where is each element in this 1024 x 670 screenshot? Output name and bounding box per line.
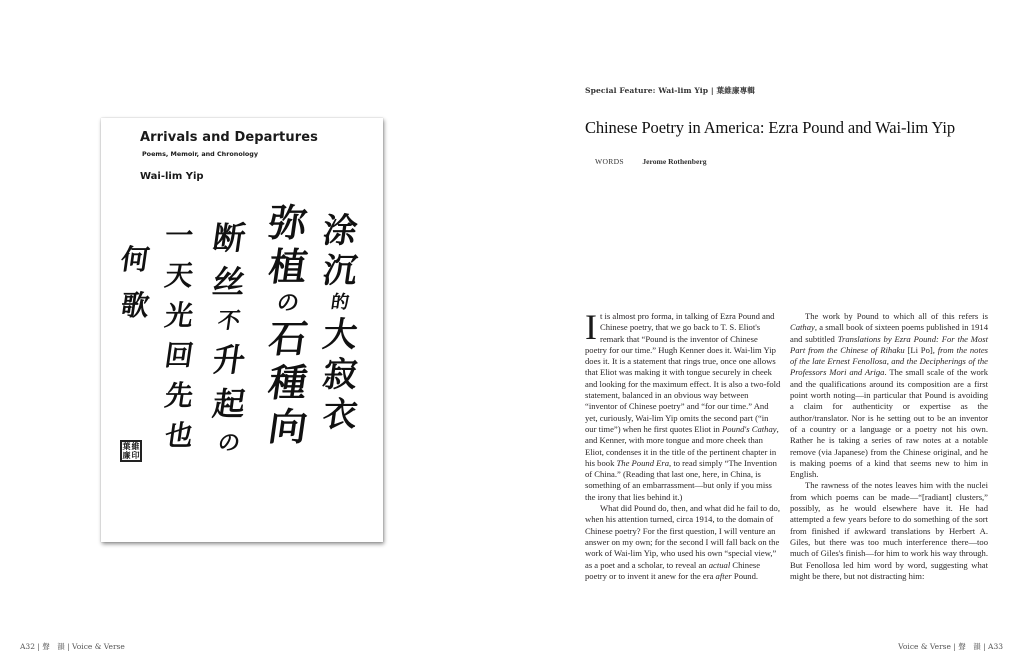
calligraphy-char: 回 [162, 339, 196, 372]
article-title: Chinese Poetry in America: Ezra Pound and Wai-lim Yip [585, 118, 956, 137]
text-run: [Li Po], [904, 344, 938, 355]
calligraphy-char: 何 [118, 243, 152, 276]
italic-emphasis: actual [708, 559, 731, 570]
calligraphy-char: 歌 [118, 289, 152, 322]
calligraphy-char: 一 [162, 219, 196, 252]
calligraphy-char: 沉 [320, 251, 360, 291]
text-run: Chinese poetry or to invent it anew for the era [585, 559, 761, 581]
book-cover-image [101, 118, 383, 542]
text-run: The rawness of the notes leaves him with the nuclei from which poems can be made—“[radiant] clusters,” possibly, as he would elsewhere have it. He had attempted a few years before to do something of the sort from finished if awkward translations by Herbert A. Giles, but there was too much interference there—too much of Giles's finish—for him to work his way through. But Fenollosa led him word by word, suggesting what might be there, but not distracting him: [790, 480, 988, 581]
calligraphy-char: 的 [329, 292, 351, 313]
calligraphy-char: 先 [162, 379, 196, 412]
article-column-2 [790, 311, 988, 582]
text-run: , and Kenner, with more tongue and more cheek than Eliot, condenses it in the title of the pertinent chapter in his book [585, 423, 779, 468]
text-run: , to read simply “The Invention of China.” (Reading that last one, here, in China, is something of an embarrassment—but only if you miss the irony that lies behind it.) [585, 457, 777, 502]
calligraphy-artwork [101, 118, 383, 542]
seal-char: 葉 [122, 441, 131, 451]
drop-cap: I [585, 307, 597, 347]
italic-title: The Pound Era [616, 457, 670, 468]
calligraphy-char: 涂 [320, 211, 360, 251]
text-run: t is almost pro forma, in talking of Ezra Pound and Chinese poetry, that we go back to T. S. Eliot's remark that “Pound is the inventor of Chinese poetry for our time.” Hugh Kenner does it. Wai-lim Yip does it. It is a statement that rings true, once one allows that Eliot was making it with tongue securely in cheek and looking for the maximum effect. It is also a two-fold statement, balanced in an obvious way between “inventor of Chinese poetry” and “for our time.” And yet, curiously, Wai-lim Yip omits the second part (“in our time”) when he first quotes Eliot in [585, 311, 781, 434]
calligraphy-char: 衣 [320, 395, 360, 435]
calligraphy-char: 丝 [210, 263, 248, 301]
calligraphy-char: 種 [265, 360, 311, 405]
paragraph [585, 307, 781, 503]
page-footer-right: Voice & Verse | 聲 韻 | A33 [898, 642, 1003, 651]
seal-char: 廉 [122, 450, 131, 460]
italic-title: Translations by Ezra Pound: For the Most Part from the Chinese of Rihaku [790, 333, 988, 355]
calligraphy-column [118, 243, 152, 322]
paragraph [585, 503, 781, 582]
page-footer-left: A32 | 聲 韻 | Voice & Verse [20, 642, 125, 651]
byline [595, 157, 707, 166]
text-run: The work by Pound to which all of this refers is [805, 311, 988, 321]
calligraphy-column [320, 211, 360, 435]
seal-char: 維 [131, 441, 140, 451]
calligraphy-char: 断 [210, 219, 248, 257]
calligraphy-column [210, 219, 248, 456]
italic-title: Pound's Cathay [722, 423, 777, 434]
calligraphy-column [265, 200, 311, 449]
article-column-1 [585, 307, 781, 582]
paragraph [790, 480, 988, 582]
calligraphy-char: 光 [162, 299, 196, 332]
calligraphy-char: 升 [210, 341, 248, 379]
cover-author: Wai-lim Yip [140, 171, 204, 182]
cover-subtitle: Poems, Memoir, and Chronology [142, 150, 259, 158]
calligraphy-char: 大 [320, 315, 360, 355]
text-run: . The small scale of the work and the qualifications around its composition are a first point worth noting—in particular that Pound is avoiding a claim for authenticity or expertise as the author/translator. Nor is he setting out to be an inventor of a country or a language or a poetry not his own. Rather he is taking a series of raw notes at a notable remove (via Japanese) from the Chinese original, and he is making poems of a kind that seems new to him in English. [790, 367, 988, 480]
section-label: Special Feature: Wai-lim Yip | 葉維廉專輯 [585, 86, 755, 95]
text-run: Pound. [731, 570, 759, 581]
calligraphy-char: 向 [265, 404, 311, 449]
text-run: What did Pound do, then, and what did he fail to do, when his attention turned, circa 1914, to the domain of Chinese poetry? For the first question, I will venture an answer on my own; for the second I will fall back on the work of Wai-lim Yip, who used his own “special view,” as a poet and a scholar, to reveal an [585, 503, 780, 570]
calligraphy-char: の [216, 430, 242, 456]
seal-char: 印 [131, 450, 140, 460]
italic-emphasis: after [715, 570, 732, 581]
text-run: , a small book of sixteen poems published in 1914 and subtitled [790, 322, 988, 344]
calligraphy-char: 植 [265, 244, 311, 289]
calligraphy-char: 也 [162, 419, 196, 452]
byline-label: WORDS [595, 157, 624, 166]
calligraphy-char: の [275, 290, 301, 316]
cover-title: Arrivals and Departures [140, 130, 318, 145]
calligraphy-char: 寂 [320, 355, 360, 395]
calligraphy-char: 起 [210, 385, 248, 423]
calligraphy-char: 天 [162, 259, 196, 292]
byline-author: Jerome Rothenberg [642, 157, 707, 166]
italic-title: Cathay [790, 322, 815, 333]
italic-title: from the notes of the late Ernest Fenollosa, and the Decipherings of the Professors Mori and Ariga [790, 344, 988, 378]
calligraphy-char: 不 [216, 308, 242, 334]
calligraphy-char: 弥 [265, 200, 311, 245]
paragraph [790, 311, 988, 480]
calligraphy-char: 石 [265, 316, 311, 361]
artist-seal-stamp [120, 440, 142, 462]
calligraphy-column [162, 219, 196, 452]
